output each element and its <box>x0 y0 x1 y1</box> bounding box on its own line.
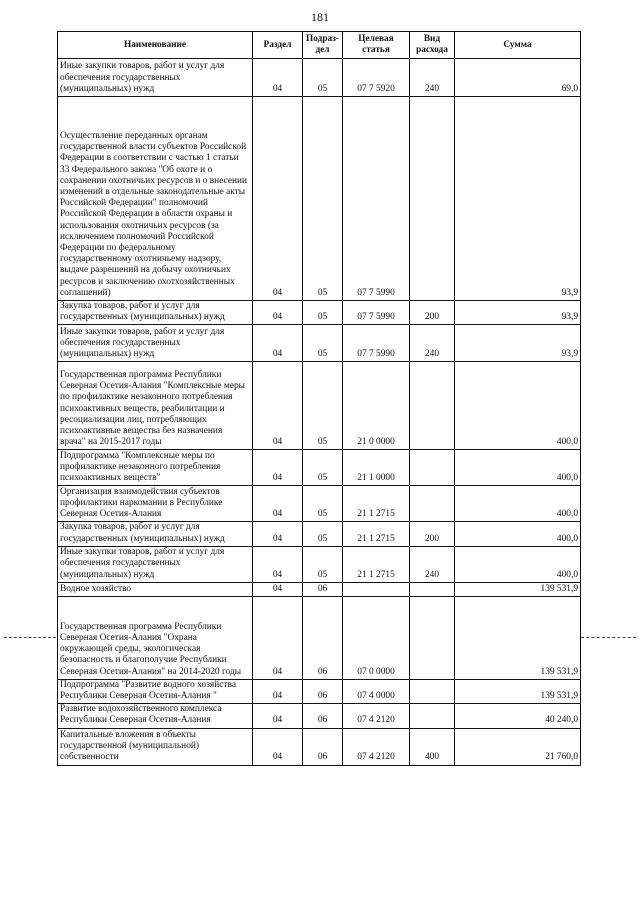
table-row <box>58 546 581 582</box>
cell-sum: 400,0 <box>455 450 581 486</box>
cell-section: 04 <box>253 486 303 522</box>
table-row <box>58 450 581 486</box>
table-row <box>58 97 581 301</box>
cell-subsection: 05 <box>303 546 343 582</box>
cell-name: Закупка товаров, работ и услуг для государственных (муниципальных) нужд <box>58 522 253 546</box>
cell-type: 240 <box>410 325 455 362</box>
cell-sum: 139 531,9 <box>455 679 581 703</box>
cell-section: 04 <box>253 59 303 97</box>
cell-type <box>410 582 455 596</box>
cell-sum: 139 531,9 <box>455 582 581 596</box>
cell-name: Организация взаимодействия субъектов профилактики наркомании в Республике Северная Осетия-Алания <box>58 486 253 522</box>
cell-target: 07 4 2120 <box>343 728 410 765</box>
cell-subsection: 06 <box>303 679 343 703</box>
cell-target <box>343 582 410 596</box>
cell-subsection: 05 <box>303 522 343 546</box>
cell-target: 21 0 0000 <box>343 362 410 450</box>
cell-name: Государственная программа Республики Северная Осетия-Алания "Охрана окружающей среды, экологическая безопасность и благополучие Республики Северная Осетия-Алания" на 2014-2020 годы <box>58 596 253 679</box>
cell-type: 200 <box>410 301 455 325</box>
cell-sum: 400,0 <box>455 362 581 450</box>
cell-sum: 93,9 <box>455 325 581 362</box>
cell-type <box>410 704 455 728</box>
cell-name: Иные закупки товаров, работ и услуг для обеспечения государственных (муниципальных) нужд <box>58 59 253 97</box>
table-row <box>58 301 581 325</box>
cell-subsection: 05 <box>303 97 343 301</box>
cell-name: Закупка товаров, работ и услуг для государственных (муниципальных) нужд <box>58 301 253 325</box>
table-header-row <box>58 32 581 59</box>
cell-type <box>410 450 455 486</box>
cell-target: 21 1 2715 <box>343 486 410 522</box>
cell-target: 07 7 5990 <box>343 325 410 362</box>
cell-section: 04 <box>253 679 303 703</box>
cell-subsection: 06 <box>303 704 343 728</box>
cell-subsection: 06 <box>303 596 343 679</box>
cell-section: 04 <box>253 704 303 728</box>
table-row <box>58 596 581 679</box>
cell-sum: 21 760,0 <box>455 728 581 765</box>
cell-subsection: 05 <box>303 325 343 362</box>
header-sum: Сумма <box>455 32 581 59</box>
header-target: Целевая статья <box>343 32 410 59</box>
cell-subsection: 05 <box>303 301 343 325</box>
header-subsection: Подраз-дел <box>303 32 343 59</box>
cell-name: Иные закупки товаров, работ и услуг для обеспечения государственных (муниципальных) нужд <box>58 546 253 582</box>
cell-section: 04 <box>253 362 303 450</box>
cell-section: 04 <box>253 97 303 301</box>
cell-subsection: 05 <box>303 486 343 522</box>
cell-subsection: 05 <box>303 450 343 486</box>
cell-name: Осуществление переданных органам государственной власти субъектов Российской Федерации в соответствии с частью 1 статьи 33 Федерального закона "Об охоте и о сохранении охотничьих ресурсов и о внесении изменений в отдельные законодательные акты Российской Федерации" полномочий Российской Федерации в области охраны и использования охотничьих ресурсов (за исключением полномочий Российской Федерации по федеральному государственному охотничьему надзору, выдаче разрешений на добычу охотничьих ресурсов и заключению охотхозяйственных соглашений) <box>58 97 253 301</box>
cell-section: 04 <box>253 728 303 765</box>
cell-section: 04 <box>253 522 303 546</box>
cell-subsection: 05 <box>303 362 343 450</box>
cell-section: 04 <box>253 450 303 486</box>
cell-sum: 139 531,9 <box>455 596 581 679</box>
table-row <box>58 59 581 97</box>
cell-sum: 93,9 <box>455 97 581 301</box>
page-fold-line-left <box>4 637 56 638</box>
page-fold-line-right <box>581 637 636 638</box>
table-row <box>58 704 581 728</box>
cell-name: Водное хозяйство <box>58 582 253 596</box>
cell-sum: 93,9 <box>455 301 581 325</box>
table-body <box>58 59 581 766</box>
cell-type: 240 <box>410 59 455 97</box>
cell-section: 04 <box>253 546 303 582</box>
table-row <box>58 679 581 703</box>
cell-type: 400 <box>410 728 455 765</box>
cell-name: Подпрограмма "Развитие водного хозяйства Республики Северная Осетия-Алания " <box>58 679 253 703</box>
cell-type <box>410 97 455 301</box>
cell-target: 07 7 5990 <box>343 301 410 325</box>
table-row <box>58 486 581 522</box>
cell-name: Развитие водохозяйственного комплекса Республики Северная Осетия-Алания <box>58 704 253 728</box>
cell-section: 04 <box>253 301 303 325</box>
cell-target: 21 1 2715 <box>343 522 410 546</box>
cell-section: 04 <box>253 596 303 679</box>
cell-target: 21 1 0000 <box>343 450 410 486</box>
table-row <box>58 582 581 596</box>
cell-name: Государственная программа Республики Северная Осетия-Алания "Комплексные меры по профилактике незаконного потребления психоактивных веществ, реабилитации и ресоциализации лиц, потребляющих психоактивные вещества без назначения врача" на 2015-2017 годы <box>58 362 253 450</box>
cell-sum: 400,0 <box>455 546 581 582</box>
cell-target: 07 7 5920 <box>343 59 410 97</box>
header-name: Наименование <box>58 32 253 59</box>
cell-section: 04 <box>253 325 303 362</box>
cell-sum: 400,0 <box>455 522 581 546</box>
cell-target: 07 4 2120 <box>343 704 410 728</box>
cell-target: 07 0 0000 <box>343 596 410 679</box>
budget-table <box>57 31 581 766</box>
page-number: 181 <box>311 10 329 24</box>
cell-type <box>410 679 455 703</box>
cell-name: Подпрограмма "Комплексные меры по профилактике незаконного потребления психоактивных веществ" <box>58 450 253 486</box>
cell-type: 240 <box>410 546 455 582</box>
cell-type <box>410 596 455 679</box>
cell-type: 200 <box>410 522 455 546</box>
cell-section: 04 <box>253 582 303 596</box>
cell-subsection: 06 <box>303 582 343 596</box>
table-row <box>58 325 581 362</box>
cell-type <box>410 486 455 522</box>
cell-sum: 40 240,0 <box>455 704 581 728</box>
header-section: Раздел <box>253 32 303 59</box>
table-row <box>58 522 581 546</box>
cell-sum: 69,0 <box>455 59 581 97</box>
table-row <box>58 728 581 765</box>
cell-target: 07 7 5990 <box>343 97 410 301</box>
table-row <box>58 362 581 450</box>
header-type: Вид расхода <box>410 32 455 59</box>
cell-subsection: 06 <box>303 728 343 765</box>
cell-type <box>410 362 455 450</box>
cell-sum: 400,0 <box>455 486 581 522</box>
cell-name: Капитальные вложения в объекты государственной (муниципальной) собственности <box>58 728 253 765</box>
cell-subsection: 05 <box>303 59 343 97</box>
cell-name: Иные закупки товаров, работ и услуг для обеспечения государственных (муниципальных) нужд <box>58 325 253 362</box>
cell-target: 21 1 2715 <box>343 546 410 582</box>
cell-target: 07 4 0000 <box>343 679 410 703</box>
